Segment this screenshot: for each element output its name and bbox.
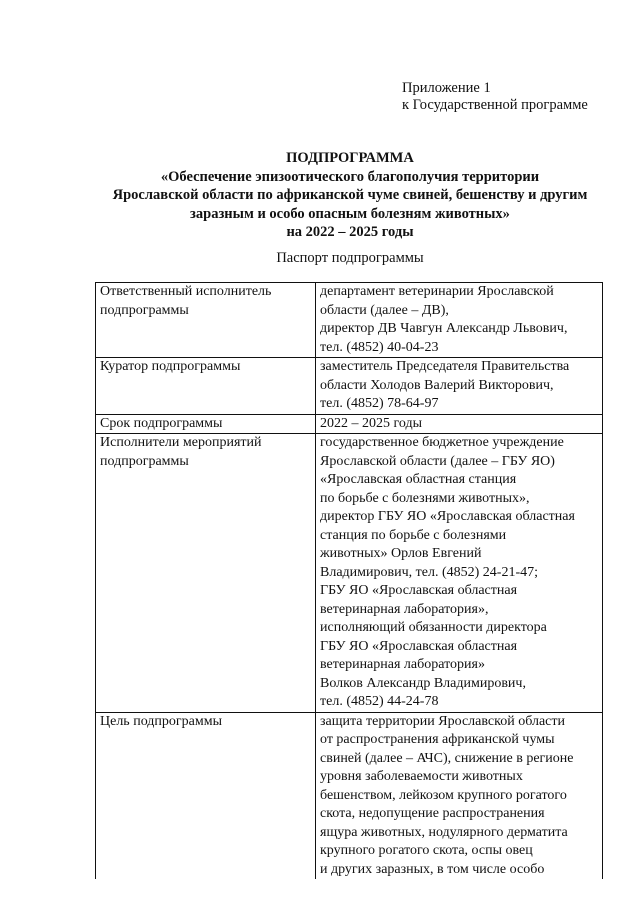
value-line: по борьбе с болезнями животных»,	[320, 490, 530, 506]
row-value	[316, 358, 603, 415]
value-line: тел. (4852) 44-24-78	[320, 694, 439, 709]
table-row	[96, 712, 603, 879]
value-line: директор ДВ Чавгун Александр Львович,	[320, 321, 568, 336]
value-line: скота, недопущение распространения	[320, 806, 545, 821]
value-line: тел. (4852) 78-64-97	[320, 396, 439, 411]
value-line: заместитель Председателя Правительства	[320, 359, 570, 374]
value-line: уровня заболеваемости животных	[320, 769, 523, 784]
row-label	[96, 712, 316, 879]
value-line: животных» Орлов Евгений	[320, 546, 482, 561]
value-line: 2022 – 2025 годы	[320, 415, 423, 431]
heading-line: на 2022 – 2025 годы	[286, 224, 414, 240]
value-line: государственное бюджетное учреждение	[320, 435, 564, 450]
label-line: Ответственный исполнитель	[100, 284, 272, 299]
value-line: крупного рогатого скота, оспы овец	[320, 843, 533, 858]
value-line: области Холодов Валерий Викторович,	[320, 377, 554, 393]
heading-line: заразным и особо опасным болезням животных»	[190, 205, 510, 222]
label-line: Исполнители мероприятий	[100, 435, 262, 450]
row-label	[96, 283, 316, 358]
value-line: ГБУ ЯО «Ярославская областная	[320, 638, 518, 654]
value-line: тел. (4852) 40-04-23	[320, 339, 439, 355]
label-line: Куратор подпрограммы	[100, 359, 241, 374]
value-line: области (далее – ДВ),	[320, 302, 449, 318]
value-line: ветеринарная лаборатория»	[320, 657, 485, 672]
appendix-line-1: Приложение 1	[402, 80, 491, 96]
value-line: защита территории Ярославской области	[320, 713, 565, 729]
value-line: станция по борьбе с болезнями	[320, 527, 507, 543]
label-line: Срок подпрограммы	[100, 415, 223, 431]
value-line: свиней (далее – АЧС), снижение в регионе	[320, 750, 574, 766]
appendix-line-2: к Государственной программе	[402, 97, 588, 113]
heading-line: ПОДПРОГРАММА	[286, 150, 414, 166]
value-line: директор ГБУ ЯО «Ярославская областная	[320, 509, 575, 524]
row-value	[316, 414, 603, 434]
value-line: Ярославской области (далее – ГБУ ЯО)	[320, 453, 555, 469]
appendix-note	[402, 80, 588, 114]
value-line: «Ярославская областная станция	[320, 472, 517, 487]
heading-line: «Обеспечение эпизоотического благополучия территории	[160, 168, 540, 185]
row-label	[96, 414, 316, 434]
table-row	[96, 414, 603, 434]
value-line: и других заразных, в том числе особо	[320, 861, 545, 877]
label-line: Цель подпрограммы	[100, 713, 222, 729]
row-label	[96, 358, 316, 415]
label-line: подпрограммы	[100, 302, 189, 318]
row-label	[96, 434, 316, 713]
value-line: ГБУ ЯО «Ярославская областная	[320, 583, 518, 598]
table-row	[96, 283, 603, 358]
value-line: ветеринарная лаборатория»,	[320, 601, 489, 617]
table-row	[96, 434, 603, 713]
value-line: от распространения африканской чумы	[320, 732, 555, 747]
value-line: Владимирович, тел. (4852) 24-21-47;	[320, 564, 539, 580]
passport-title: Паспорт подпрограммы	[276, 250, 424, 266]
value-line: бешенством, лейкозом крупного рогатого	[320, 787, 567, 803]
heading-line: Ярославской области по африканской чуме свиней, бешенству и другим	[112, 187, 588, 203]
row-value	[316, 712, 603, 879]
value-line: исполняющий обязанности директора	[320, 620, 547, 635]
subprogram-heading	[60, 149, 640, 242]
row-value	[316, 434, 603, 713]
value-line: ящура животных, нодулярного дерматита	[320, 824, 568, 840]
label-line: подпрограммы	[100, 453, 189, 469]
table-row	[96, 358, 603, 415]
passport-table	[95, 282, 603, 879]
value-line: Волков Александр Владимирович,	[320, 675, 526, 691]
row-value	[316, 283, 603, 358]
value-line: департамент ветеринарии Ярославской	[320, 284, 554, 299]
